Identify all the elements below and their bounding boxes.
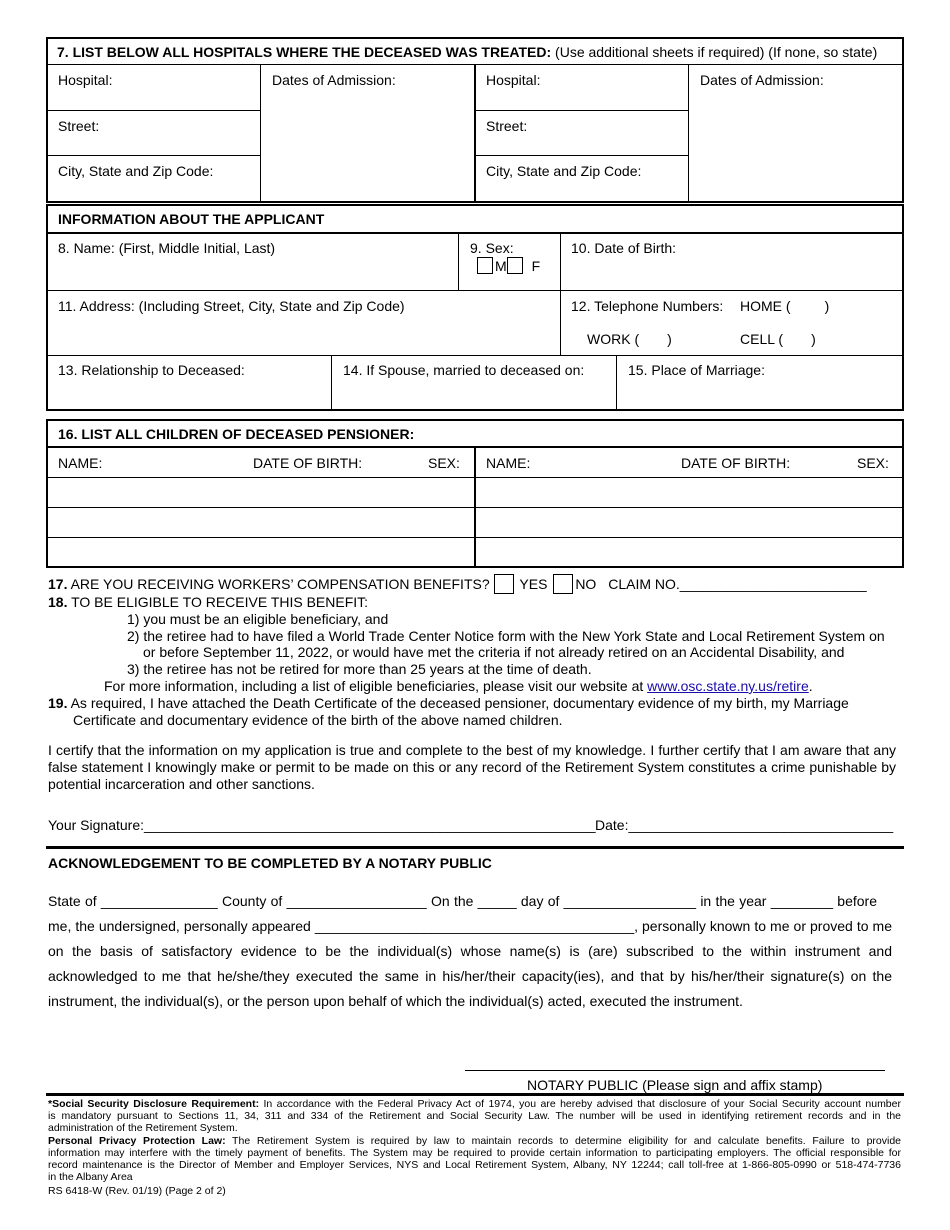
form-id: RS 6418-W (Rev. 01/19) (Page 2 of 2) <box>48 1185 226 1197</box>
married-divider <box>616 355 617 411</box>
phone-label: 12. Telephone Numbers: <box>571 298 724 314</box>
q19-line-2: Certificate and documentary evidence of the birth of the above named children. <box>73 712 563 728</box>
hospital-2-field[interactable]: Hospital: <box>486 72 541 88</box>
sex-options <box>477 257 540 274</box>
child-row-2-right[interactable] <box>476 508 902 536</box>
hosp-row-rule-1b <box>474 110 688 111</box>
wc-no-label: NO <box>575 576 597 592</box>
sex-label: 9. Sex: <box>470 240 514 256</box>
q18-heading: 18. TO BE ELIGIBLE TO RECEIVE THIS BENEFIT: <box>48 594 369 610</box>
q18-item-1: 1) you must be an eligible beneficiary, and <box>127 611 389 627</box>
q18-item-2b: or before September 11, 2022, or would have met the criteria if not already retired on an Accidental Disability, and <box>143 644 845 660</box>
sex-f-checkbox[interactable] <box>507 257 523 274</box>
wc-yes-label: YES <box>519 576 548 592</box>
applicant-rule-3 <box>46 355 904 356</box>
hospital-1-field[interactable]: Hospital: <box>58 72 113 88</box>
q17-line: 17. ARE YOU RECEIVING WORKERS’ COMPENSATION BENEFITS? YES NO CLAIM NO.________________________ <box>48 576 867 592</box>
notary-line-3: on the basis of satisfactory evidence to be the individual(s) whose name(s) is (are) subscribed to the within instrument and <box>48 943 892 959</box>
notary-line-1[interactable]: State of _______________ County of __________________ On the _____ day of _________________ in the year ________ before <box>48 893 877 909</box>
dates-admission-1-field[interactable]: Dates of Admission: <box>272 72 396 88</box>
privacy-line-2: information may interfere with the timely payment of benefits. The System may be required to provide certain information to participating employers. The official responsible for <box>48 1147 901 1159</box>
relationship-divider <box>331 355 332 411</box>
hospitals-header: 7. LIST BELOW ALL HOSPITALS WHERE THE DECEASED WAS TREATED: (Use additional sheets if required) (If none, so state) <box>57 44 878 60</box>
children-section-title: 16. LIST ALL CHILDREN OF DECEASED PENSIONER: <box>58 426 415 442</box>
website-link[interactable]: www.osc.state.ny.us/retire <box>647 678 809 694</box>
q19-line-1: 19. As required, I have attached the Death Certificate of the deceased pensioner, documentary evidence of my birth, my Marriage <box>48 695 849 711</box>
street-1-field[interactable]: Street: <box>58 118 100 134</box>
work-phone-field[interactable]: WORK ( ) <box>587 331 672 347</box>
sex-f-label: F <box>531 258 541 274</box>
city-1-field[interactable]: City, State and Zip Code: <box>58 163 214 179</box>
children-name-col-1: NAME: <box>58 455 103 471</box>
certify-line-3: potential incarceration and other sanctions. <box>48 776 315 792</box>
sex-m-label: M <box>495 258 507 274</box>
q18-item-3: 3) the retiree has not be retired for more than 25 years at the time of death. <box>127 661 592 677</box>
street-2-field[interactable]: Street: <box>486 118 528 134</box>
marriage-place-field[interactable]: 15. Place of Marriage: <box>628 362 765 378</box>
notary-line-5: instrument, the individual(s), or the person upon behalf of which the individual(s) acted, executed the instrument. <box>48 993 743 1009</box>
relationship-field[interactable]: 13. Relationship to Deceased: <box>58 362 245 378</box>
date-field[interactable]: Date:__________________________________ <box>595 817 894 833</box>
notary-signature-line[interactable] <box>465 1070 885 1071</box>
ssn-disclosure-line-1: *Social Security Disclosure Requirement: In accordance with the Federal Privacy Act of 1974, you are hereby advised that disclosure of your Social Security account number <box>48 1098 901 1110</box>
child-row-1-right[interactable] <box>476 478 902 506</box>
sex-divider-left <box>458 233 459 290</box>
child-row-3-left[interactable] <box>48 538 472 566</box>
children-sex-col-2: SEX: <box>857 455 889 471</box>
hosp-row-rule-2a <box>46 155 260 156</box>
ssn-disclosure-line-2: is mandatory pursuant to Sections 11, 34, 311 and 334 of the Retirement and Social Security Law. The number will be used in identifying retirement records and in the <box>48 1110 901 1122</box>
hosp-divider-mid <box>474 64 476 203</box>
hosp-divider-2 <box>688 64 689 203</box>
married-on-field[interactable]: 14. If Spouse, married to deceased on: <box>343 362 585 378</box>
children-dob-col-1: DATE OF BIRTH: <box>253 455 363 471</box>
children-name-col-2: NAME: <box>486 455 531 471</box>
dob-field[interactable]: 10. Date of Birth: <box>571 240 677 256</box>
footer-top-rule <box>46 1093 904 1096</box>
privacy-line-3: record maintenance is the Director of Member and Employer Services, NYS and Local Retirement System, Albany, NY 12244; call toll-free at 1-866-805-0990 or 518-474-7736 <box>48 1159 901 1171</box>
sex-divider-right <box>560 233 561 356</box>
address-field[interactable]: 11. Address: (Including Street, City, State and Zip Code) <box>58 298 405 314</box>
hosp-divider-1 <box>260 64 261 203</box>
city-2-field[interactable]: City, State and Zip Code: <box>486 163 642 179</box>
privacy-line-4: in the Albany Area <box>48 1171 133 1183</box>
applicant-section-title: INFORMATION ABOUT THE APPLICANT <box>58 211 325 227</box>
children-sex-col-1: SEX: <box>428 455 460 471</box>
certify-line-2: false statement I knowingly make or permit to be made on this or any record of the Retirement System constitutes a crime punishable by <box>48 759 896 775</box>
notary-line-2[interactable]: me, the undersigned, personally appeared _________________________________________, personally known to me or proved to me <box>48 918 892 934</box>
applicant-rule-2 <box>46 290 904 291</box>
notary-top-rule <box>46 846 904 849</box>
hosp-row-rule-1a <box>46 110 260 111</box>
q18-item-2a: 2) the retiree had to have filed a World Trade Center Notice form with the New York State and Local Retirement System on <box>127 628 885 644</box>
privacy-line-1: Personal Privacy Protection Law: The Retirement System is required by law to maintain records to determine eligibility for and calculate benefits. Failure to provide <box>48 1135 902 1147</box>
applicant-title-rule <box>46 232 904 234</box>
name-field[interactable]: 8. Name: (First, Middle Initial, Last) <box>58 240 276 256</box>
child-row-2-left[interactable] <box>48 508 472 536</box>
wc-yes-checkbox[interactable] <box>494 574 514 594</box>
hosp-row-rule-2b <box>474 155 688 156</box>
dates-admission-2-field[interactable]: Dates of Admission: <box>700 72 824 88</box>
notary-title: ACKNOWLEDGEMENT TO BE COMPLETED BY A NOTARY PUBLIC <box>48 855 492 871</box>
child-row-3-right[interactable] <box>476 538 902 566</box>
q18-more-info: For more information, including a list of eligible beneficiaries, please visit our website at www.osc.state.ny.us/retire. <box>104 678 813 694</box>
children-dob-col-2: DATE OF BIRTH: <box>681 455 791 471</box>
certify-line-1: I certify that the information on my application is true and complete to the best of my knowledge. I further certify that I am aware that any <box>48 742 896 758</box>
cell-phone-field[interactable]: CELL ( ) <box>740 331 816 347</box>
notary-line-4: acknowledged to me that he/she/they executed the same in his/her/their capacity(ies), and that by his/her/their signature(s) on the <box>48 968 892 984</box>
wc-no-checkbox[interactable] <box>553 574 573 594</box>
claim-number-field[interactable]: CLAIM NO.________________________ <box>608 576 867 592</box>
signature-field[interactable]: Your Signature:__________________________________________________________ <box>48 817 596 833</box>
notary-signature-label: NOTARY PUBLIC (Please sign and affix stamp) <box>527 1077 823 1093</box>
sex-m-checkbox[interactable] <box>477 257 493 274</box>
ssn-disclosure-line-3: administration of the Retirement System. <box>48 1122 238 1134</box>
child-row-1-left[interactable] <box>48 478 472 506</box>
home-phone-field[interactable]: HOME ( ) <box>740 298 830 314</box>
